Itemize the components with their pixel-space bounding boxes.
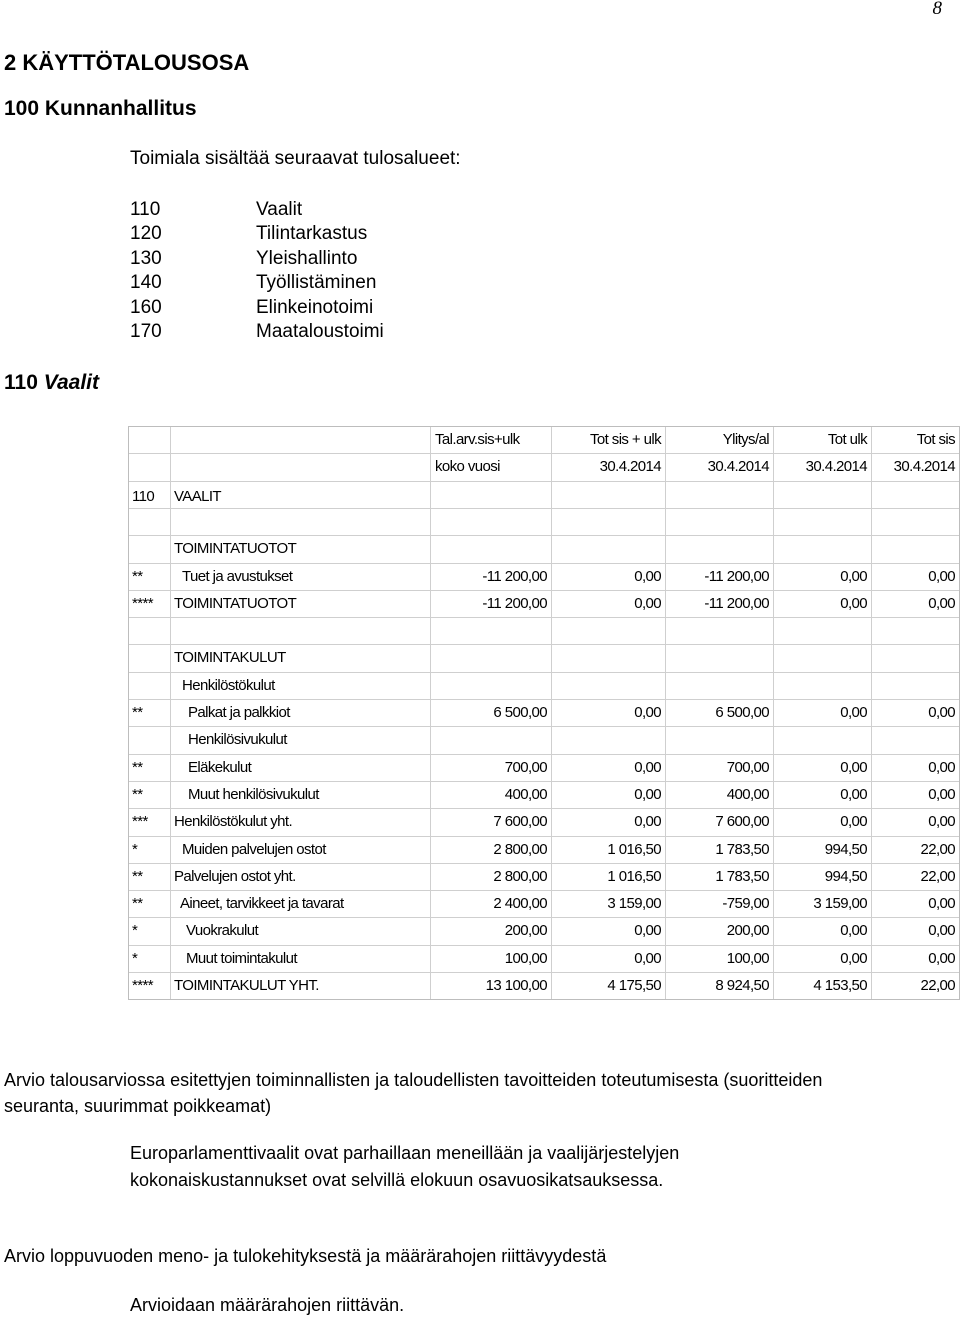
section-title: Vaalit xyxy=(43,371,99,394)
row-marker xyxy=(132,535,170,562)
row-label: TOIMINTAKULUT xyxy=(174,649,286,667)
row-value xyxy=(773,726,867,753)
unit-list-item xyxy=(130,247,384,271)
unit-code: 160 xyxy=(130,296,162,318)
row-label: TOIMINTATUOTOT xyxy=(174,594,297,612)
row-value: 0,00 xyxy=(634,785,661,803)
forecast-heading: Arvio loppuvuoden meno- ja tulokehityksestä ja määrärahojen riittävyydestä xyxy=(4,1246,607,1266)
row-value xyxy=(430,535,547,562)
heading-main: 2 KÄYTTÖTALOUSOSA xyxy=(4,50,250,75)
column-header: Tot ulk xyxy=(827,431,867,448)
row-value xyxy=(430,644,547,671)
unit-name: Tilintarkastus xyxy=(256,223,368,245)
row-value: 0,00 xyxy=(840,758,867,776)
assessment-heading-text: Arvio talousarviossa esitettyjen toiminnallisten ja taloudellisten tavoitteiden toteutumisesta (suoritteiden seuranta, suurimmat poikkeamat) xyxy=(4,1070,823,1116)
row-value: 7 600,00 xyxy=(715,813,769,831)
row-marker: ** xyxy=(132,758,143,776)
row-value: 400,00 xyxy=(504,785,547,803)
row-value: 994,50 xyxy=(824,867,867,885)
row-value xyxy=(773,617,867,644)
row-value: 0,00 xyxy=(840,594,867,612)
unit-list-item xyxy=(130,296,384,320)
row-value: 7 600,00 xyxy=(493,813,547,831)
row-value: 0,00 xyxy=(634,949,661,967)
row-marker: ** xyxy=(132,704,143,721)
row-value: 6 500,00 xyxy=(715,704,769,721)
row-value: 0,00 xyxy=(928,785,955,803)
row-value: 0,00 xyxy=(928,704,955,721)
row-value xyxy=(665,644,769,671)
row-value xyxy=(665,672,769,699)
section-code: 110 xyxy=(4,371,38,394)
row-marker: ** xyxy=(132,567,143,585)
row-value xyxy=(551,644,661,671)
row-value xyxy=(430,672,547,699)
row-value xyxy=(430,617,547,644)
row-marker: *** xyxy=(132,813,148,831)
row-marker: **** xyxy=(132,594,153,612)
row-value: 1 783,50 xyxy=(715,840,769,858)
row-value: 0,00 xyxy=(840,567,867,585)
row-value: -11 200,00 xyxy=(482,594,547,612)
row-value: -11 200,00 xyxy=(704,594,769,612)
unit-name-cell: VAALIT xyxy=(174,487,221,505)
row-value: 0,00 xyxy=(928,813,955,831)
row-label: TOIMINTATUOTOT xyxy=(174,540,297,558)
row-value: 700,00 xyxy=(504,758,547,776)
row-value: -11 200,00 xyxy=(482,567,547,585)
row-marker: ** xyxy=(132,785,143,803)
row-label: Henkilöstökulut xyxy=(182,676,275,694)
row-marker: ** xyxy=(132,867,143,885)
row-value: 0,00 xyxy=(840,949,867,967)
unit-name: Työllistäminen xyxy=(256,272,377,294)
row-value: 22,00 xyxy=(920,867,955,885)
row-label: Aineet, tarvikkeet ja tavarat xyxy=(180,895,344,913)
row-value: 2 800,00 xyxy=(493,840,547,858)
row-value: 0,00 xyxy=(928,922,955,940)
row-marker xyxy=(132,726,170,753)
row-label: Tuet ja avustukset xyxy=(182,567,293,585)
row-marker: * xyxy=(132,922,138,940)
row-marker: ** xyxy=(132,895,143,913)
row-label: Muiden palvelujen ostot xyxy=(182,840,326,858)
unit-list-item xyxy=(130,198,384,222)
row-value: 22,00 xyxy=(920,840,955,858)
row-value xyxy=(665,535,769,562)
unit-code: 170 xyxy=(130,320,162,342)
unit-name: Elinkeinotoimi xyxy=(256,296,374,318)
unit-name: Vaalit xyxy=(256,199,303,220)
unit-name: Yleishallinto xyxy=(256,247,358,269)
row-value: 1 016,50 xyxy=(607,867,661,885)
row-value: 2 800,00 xyxy=(493,867,547,885)
row-value: 0,00 xyxy=(928,949,955,967)
row-value xyxy=(430,726,547,753)
assessment-text-body: Europarlamenttivaalit ovat parhaillaan meneillään ja vaalijärjestelyjen kokonaiskustannukset ovat selvillä elokuun osavuosikatsauksessa. xyxy=(130,1143,680,1190)
unit-code: 120 xyxy=(130,223,162,245)
row-label: Muut henkilösivukulut xyxy=(188,785,319,803)
row-value: 8 924,50 xyxy=(715,977,769,994)
row-value xyxy=(551,535,661,562)
row-marker: * xyxy=(132,949,138,967)
column-header-sub: 30.4.2014 xyxy=(599,458,661,476)
row-value xyxy=(773,644,867,671)
row-value xyxy=(871,535,955,562)
section-heading xyxy=(4,371,99,395)
row-value: 0,00 xyxy=(928,567,955,585)
row-value: 13 100,00 xyxy=(485,977,547,994)
row-value: 3 159,00 xyxy=(607,895,661,913)
unit-list xyxy=(130,198,384,344)
column-header-sub: koko vuosi xyxy=(435,458,500,476)
row-value xyxy=(773,672,867,699)
row-value: 22,00 xyxy=(920,977,955,994)
row-value xyxy=(773,535,867,562)
row-label: Muut toimintakulut xyxy=(186,949,297,967)
row-value xyxy=(871,672,955,699)
row-value: 994,50 xyxy=(824,840,867,858)
row-marker xyxy=(132,617,170,644)
row-value xyxy=(871,726,955,753)
unit-code-cell: 110 xyxy=(132,487,155,505)
row-value: 0,00 xyxy=(634,813,661,831)
row-value: 0,00 xyxy=(634,922,661,940)
row-value: 4 153,50 xyxy=(813,977,867,994)
row-value: 0,00 xyxy=(840,704,867,721)
column-header-sub: 30.4.2014 xyxy=(893,458,955,476)
row-value: 0,00 xyxy=(634,704,661,721)
unit-list-item xyxy=(130,271,384,295)
unit-list-item xyxy=(130,222,384,246)
row-marker: * xyxy=(132,840,138,858)
row-value xyxy=(551,726,661,753)
heading-sub: 100 Kunnanhallitus xyxy=(4,97,197,120)
unit-code: 140 xyxy=(130,272,162,294)
column-header-sub: 30.4.2014 xyxy=(805,458,867,476)
row-value: 0,00 xyxy=(928,758,955,776)
row-value: 0,00 xyxy=(634,758,661,776)
row-value xyxy=(665,617,769,644)
row-label: Palkat ja palkkiot xyxy=(188,704,290,721)
row-value xyxy=(551,617,661,644)
row-label: Palvelujen ostot yht. xyxy=(174,867,296,885)
row-value: 200,00 xyxy=(726,922,769,940)
unit-code: 110 xyxy=(130,199,161,220)
page-number: 8 xyxy=(932,0,942,19)
row-marker xyxy=(132,644,170,671)
row-value: 6 500,00 xyxy=(493,704,547,721)
row-value: 2 400,00 xyxy=(493,895,547,913)
row-value xyxy=(665,726,769,753)
row-label: Vuokrakulut xyxy=(186,922,259,940)
row-value: 0,00 xyxy=(840,922,867,940)
column-header: Tot sis xyxy=(916,431,955,448)
row-value: 200,00 xyxy=(504,922,547,940)
row-value: 0,00 xyxy=(634,567,661,585)
column-header-sub: 30.4.2014 xyxy=(707,458,769,476)
row-value: 4 175,50 xyxy=(607,977,661,994)
row-marker xyxy=(132,672,170,699)
column-header: Tot sis + ulk xyxy=(590,431,661,448)
intro-text: Toimiala sisältää seuraavat tulosalueet: xyxy=(130,148,461,169)
row-value: 3 159,00 xyxy=(813,895,867,913)
row-value: -11 200,00 xyxy=(704,567,769,585)
row-value: 0,00 xyxy=(928,594,955,612)
row-value: 700,00 xyxy=(726,758,769,776)
row-value: 100,00 xyxy=(726,949,769,967)
row-value: 0,00 xyxy=(634,594,661,612)
row-marker: **** xyxy=(132,977,153,994)
row-label xyxy=(174,617,424,644)
unit-list-item xyxy=(130,320,384,344)
unit-code: 130 xyxy=(130,247,162,269)
row-label: Henkilöstökulut yht. xyxy=(174,813,293,831)
column-header: Ylitys/al xyxy=(722,431,769,448)
row-value: 0,00 xyxy=(928,895,955,913)
row-value: 1 783,50 xyxy=(715,867,769,885)
unit-name: Maataloustoimi xyxy=(256,320,384,342)
row-value xyxy=(551,672,661,699)
row-value xyxy=(871,644,955,671)
row-value: 100,00 xyxy=(504,949,547,967)
forecast-text: Arvioidaan määrärahojen riittävän. xyxy=(130,1295,405,1315)
row-value: 0,00 xyxy=(840,813,867,831)
row-label: Eläkekulut xyxy=(188,758,252,776)
row-value: 400,00 xyxy=(726,785,769,803)
row-value: -759,00 xyxy=(722,895,769,913)
row-value xyxy=(871,617,955,644)
budget-table xyxy=(128,426,959,1000)
row-value: 1 016,50 xyxy=(607,840,661,858)
column-header: Tal.arv.sis+ulk xyxy=(435,431,520,448)
row-label: TOIMINTAKULUT YHT. xyxy=(174,977,319,994)
assessment-text xyxy=(130,1140,810,1194)
assessment-heading xyxy=(4,1067,864,1119)
row-value: 0,00 xyxy=(840,785,867,803)
row-label: Henkilösivukulut xyxy=(188,731,287,749)
